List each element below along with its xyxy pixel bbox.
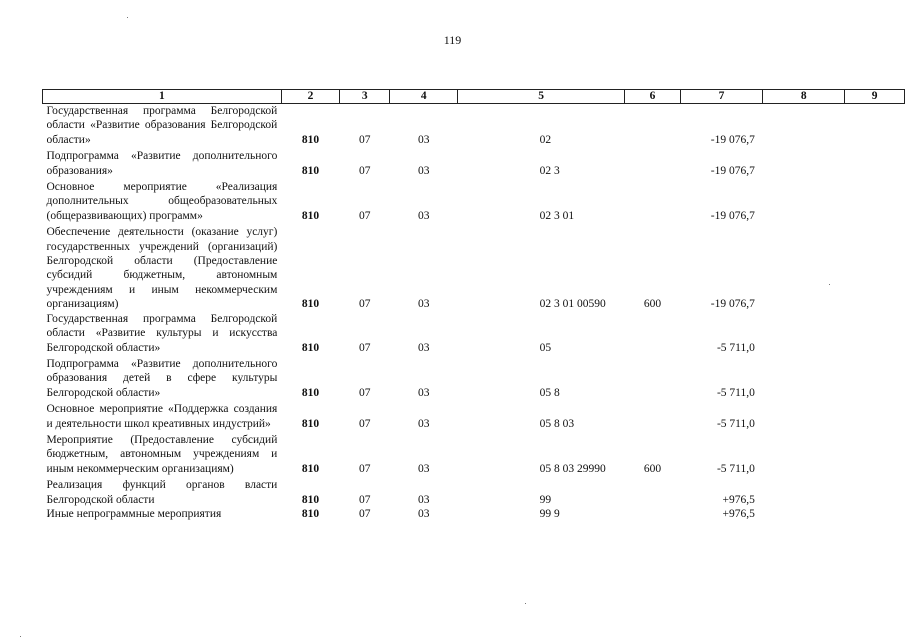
row-amount: +976,5 [722,507,755,520]
row-section: 07 [359,133,371,146]
row-name: Основное мероприятие «Реализация дополнительных общеобразовательных (общеразвивающих) программ» [46,181,278,222]
budget-table [42,89,905,521]
row-col-9 [845,478,905,507]
row-expense-type: 600 [643,298,662,311]
row-amount: -5 711,0 [716,417,755,430]
header-col-7: 7 [680,90,763,104]
row-name: Основное мероприятие «Поддержка создания и деятельности школ креативных индустрий» [46,403,278,430]
row-ministry-code: 810 [301,493,320,506]
scan-speck [525,603,526,604]
table-row [43,402,905,431]
header-col-1: 1 [43,90,282,104]
row-subsection: 03 [418,209,430,222]
row-target-article: 02 3 01 00590 [539,298,606,311]
row-col-8 [763,180,845,223]
row-target-article: 05 8 03 [539,417,575,430]
row-target-article: 02 3 01 [539,209,575,222]
row-subsection: 03 [418,462,430,475]
table-row [43,180,905,223]
row-target-article: 99 [539,493,552,506]
row-ministry-code: 810 [301,341,320,354]
row-ministry-code: 810 [301,386,320,399]
row-col-8 [763,225,845,311]
row-section: 07 [359,417,371,430]
row-section: 07 [359,507,371,520]
row-subsection: 03 [418,341,430,354]
row-target-article: 05 8 03 29990 [539,462,606,475]
row-col-8 [763,357,845,400]
row-amount: -19 076,7 [710,298,755,311]
row-col-9 [845,433,905,476]
row-expense-type [625,402,680,431]
table-body [43,104,905,522]
row-subsection: 03 [418,298,430,311]
header-col-4: 4 [390,90,458,104]
header-col-2: 2 [281,90,339,104]
row-col-8 [763,104,845,148]
row-target-article: 05 [539,341,552,354]
scan-speck [127,17,128,18]
row-ministry-code: 810 [301,417,320,430]
table-row [43,104,905,148]
row-subsection: 03 [418,493,430,506]
row-ministry-code: 810 [301,462,320,475]
row-name: Подпрограмма «Развитие дополнительного образования» [46,150,278,177]
row-expense-type [625,104,680,148]
row-name: Подпрограмма «Развитие дополнительного образования детей в сфере культуры Белгородской области» [46,357,278,399]
header-row [43,90,905,104]
row-amount: -19 076,7 [710,209,755,222]
row-name: Обеспечение деятельности (оказание услуг) государственных учреждений (организаций) Белгородской области (Предоставление субсидий бюджетным, автономным учреждениям и иным некоммерческим организациям) [46,226,278,311]
table-row [43,433,905,476]
page-number: 119 [443,33,462,47]
row-col-8 [763,402,845,431]
row-ministry-code: 810 [301,133,320,146]
row-amount: -5 711,0 [716,386,755,399]
row-col-8 [763,312,845,355]
row-ministry-code: 810 [301,164,320,177]
row-amount: -5 711,0 [716,462,755,475]
row-section: 07 [359,298,371,311]
row-name: Мероприятие (Предоставление субсидий бюджетным, автономным учреждениям и иным некоммерческим организациям) [46,433,278,475]
row-name: Реализация функций органов власти Белгородской области [46,479,278,506]
scan-speck [20,636,21,637]
row-subsection: 03 [418,507,430,520]
table-row [43,478,905,507]
table-row [43,357,905,400]
table-row [43,225,905,311]
row-subsection: 03 [418,417,430,430]
row-section: 07 [359,493,371,506]
row-target-article: 99 9 [539,507,560,520]
row-col-9 [845,507,905,521]
row-col-9 [845,180,905,223]
header-col-6: 6 [625,90,680,104]
row-expense-type [625,312,680,355]
table-row [43,312,905,355]
row-amount: -5 711,0 [716,341,755,354]
row-col-9 [845,225,905,311]
row-expense-type: 600 [643,462,662,475]
row-subsection: 03 [418,133,430,146]
row-expense-type [625,357,680,400]
row-name: Государственная программа Белгородской области «Развитие культуры и искусства Белгородской области» [46,312,278,354]
row-section: 07 [359,386,371,399]
row-col-9 [845,312,905,355]
row-amount: +976,5 [722,493,755,506]
row-ministry-code: 810 [301,298,320,311]
row-target-article: 02 3 [539,164,560,177]
row-col-8 [763,478,845,507]
row-target-article: 02 [539,133,552,146]
row-amount: -19 076,7 [710,164,755,177]
header-col-8: 8 [763,90,845,104]
row-name: Государственная программа Белгородской области «Развитие образования Белгородской области» [46,105,278,146]
row-subsection: 03 [418,386,430,399]
row-col-9 [845,357,905,400]
row-section: 07 [359,341,371,354]
row-subsection: 03 [418,164,430,177]
header-col-3: 3 [340,90,390,104]
row-section: 07 [359,462,371,475]
row-col-8 [763,507,845,521]
row-col-9 [845,402,905,431]
row-expense-type [625,180,680,223]
row-section: 07 [359,164,371,177]
header-col-5: 5 [458,90,625,104]
header-col-9: 9 [845,90,905,104]
table-row [43,149,905,178]
row-col-8 [763,149,845,178]
row-expense-type [625,507,680,521]
row-target-article: 05 8 [539,386,560,399]
row-col-9 [845,149,905,178]
row-name: Иные непрограммные мероприятия [46,507,222,520]
row-expense-type [625,478,680,507]
row-col-8 [763,433,845,476]
row-col-9 [845,104,905,148]
table-row [43,507,905,521]
row-amount: -19 076,7 [710,133,755,146]
row-expense-type [625,149,680,178]
row-ministry-code: 810 [301,507,320,520]
scan-speck [829,284,830,285]
row-section: 07 [359,209,371,222]
row-ministry-code: 810 [301,209,320,222]
